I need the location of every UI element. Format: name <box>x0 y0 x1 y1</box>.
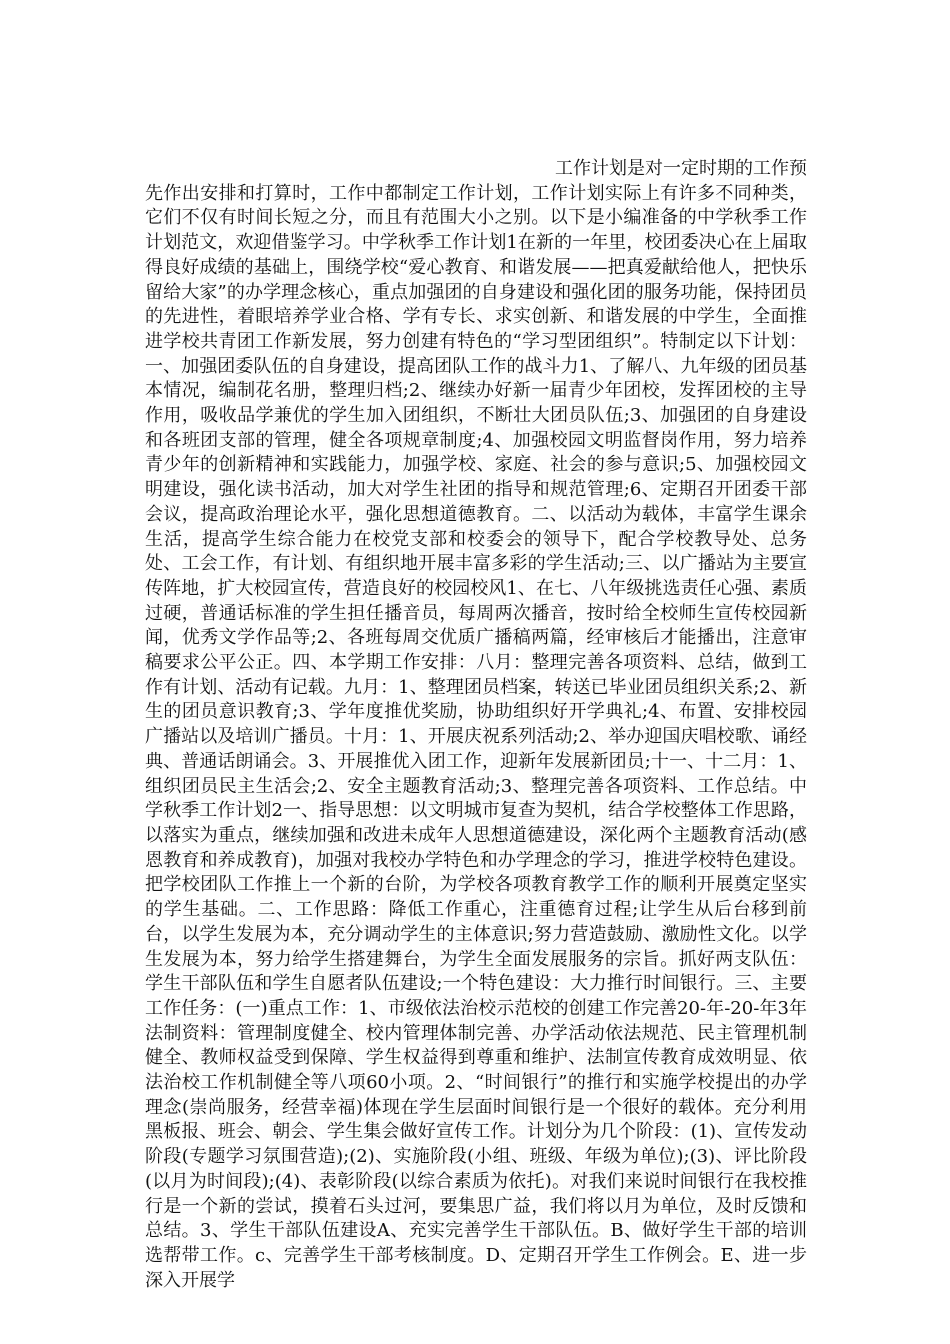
document-body-paragraph: 工作计划是对一定时期的工作预先作出安排和打算时，工作中都制定工作计划，工作计划实际上有许多不同种类，它们不仅有时间长短之分，而且有范围大小之别。以下是小编准备的中学秋季工作计划范文，欢迎借鉴学习。中学秋季工作计划1在新的一年里，校团委决心在上届取得良好成绩的基础上，围绕学校“爱心教育、和谐发展——把真爱献给他人，把快乐留给大家”的办学理念核心，重点加强团的自身建设和强化团的服务功能，保持团员的先进性，着眼培养学业合格、学有专长、求实创新、和谐发展的中学生，全面推进学校共青团工作新发展，努力创建有特色的“学习型团组织”。特制定以下计划：一、加强团委队伍的自身建设，提高团队工作的战斗力1、了解八、九年级的团员基本情况，编制花名册，整理归档;2、继续办好新一届青少年团校，发挥团校的主导作用，吸收品学兼优的学生加入团组织，不断壮大团员队伍;3、加强团的自身建设和各班团支部的管理，健全各项规章制度;4、加强校园文明监督岗作用，努力培养青少年的创新精神和实践能力，加强学校、家庭、社会的参与意识;5、加强校园文明建设，强化读书活动，加大对学生社团的指导和规范管理;6、定期召开团委干部会议，提高政治理论水平，强化思想道德教育。二、以活动为载体，丰富学生课余生活，提高学生综合能力在校党支部和校委会的领导下，配合学校教导处、总务处、工会工作，有计划、有组织地开展丰富多彩的学生活动;三、以广播站为主要宣传阵地，扩大校园宣传，营造良好的校园校风1、在七、八年级挑选责任心强、素质过硬，普通话标准的学生担任播音员，每周两次播音，按时给全校师生宣传校园新闻，优秀文学作品等;2、各班每周交优质广播稿两篇，经审核后才能播出，注意审稿要求公平公正。四、本学期工作安排：八月：整理完善各项资料、总结，做到工作有计划、活动有记载。九月：1、整理团员档案，转送已毕业团员组织关系;2、新生的团员意识教育;3、学年度推优奖励，协助组织好开学典礼;4、布置、安排校园广播站以及培训广播员。十月：1、开展庆祝系列活动;2、举办迎国庆唱校歌、诵经典、普通话朗诵会。3、开展推优入团工作，迎新年发展新团员;十一、十二月：1、组织团员民主生活会;2、安全主题教育活动;3、整理完善各项资料、工作总结。中学秋季工作计划2一、指导思想：以文明城市复查为契机，结合学校整体工作思路，以落实为重点，继续加强和改进未成年人思想道德建设，深化两个主题教育活动(感恩教育和养成教育)，加强对我校办学特色和办学理念的学习，推进学校特色建设。把学校团队工作推上一个新的台阶，为学校各项教育教学工作的顺利开展奠定坚实的学生基础。二、工作思路：降低工作重心，注重德育过程;让学生从后台移到前台，以学生发展为本，充分调动学生的主体意识;努力营造鼓励、激励性文化。以学生发展为本，努力给学生搭建舞台，为学生全面发展服务的宗旨。抓好两支队伍：学生干部队伍和学生自愿者队伍建设;一个特色建设：大力推行时间银行。三、主要工作任务：(一)重点工作：1、市级依法治校示范校的创建工作完善20-年-20-年3年法制资料：管理制度健全、校内管理体制完善、办学活动依法规范、民主管理机制健全、教师权益受到保障、学生权益得到尊重和维护、法制宣传教育成效明显、依法治校工作机制健全等八项60小项。2、“时间银行”的推行和实施学校提出的办学理念(崇尚服务，经营幸福)体现在学生层面时间银行是一个很好的载体。充分利用黑板报、班会、朝会、学生集会做好宣传工作。计划分为几个阶段：(1)、宣传发动阶段(专题学习氛围营造);(2)、实施阶段(小组、班级、年级为单位);(3)、评比阶段(以月为时间段);(4)、表彰阶段(以综合素质为依托)。对我们来说时间银行在我校推行是一个新的尝试，摸着石头过河，要集思广益，我们将以月为单位，及时反馈和总结。3、学生干部队伍建设A、充实完善学生干部队伍。B、做好学生干部的培训选帮带工作。c、完善学生干部考核制度。D、定期召开学生工作例会。E、进一步深入开展学 <box>145 158 807 1291</box>
